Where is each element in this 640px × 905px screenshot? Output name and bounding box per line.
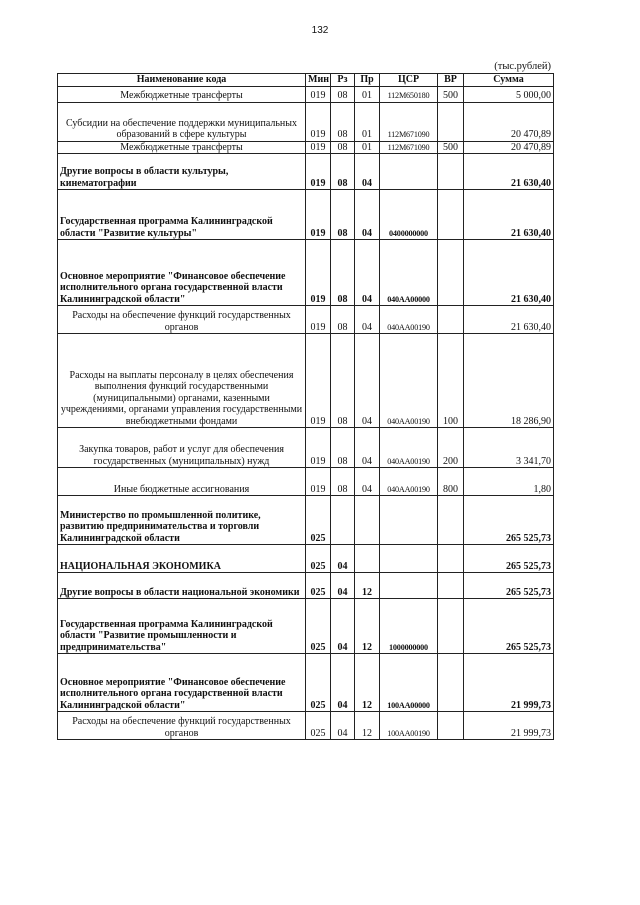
cell-csr: 112M671090 bbox=[380, 102, 438, 141]
header-sum: Сумма bbox=[464, 74, 554, 87]
cell-pr bbox=[355, 496, 380, 545]
table-row bbox=[58, 496, 554, 545]
cell-sum: 21 999,73 bbox=[464, 712, 554, 740]
cell-rz: 08 bbox=[331, 141, 355, 154]
cell-pr: 01 bbox=[355, 141, 380, 154]
cell-pr: 04 bbox=[355, 334, 380, 428]
cell-min: 019 bbox=[306, 306, 331, 334]
cell-vr bbox=[438, 240, 464, 306]
cell-vr: 500 bbox=[438, 86, 464, 102]
cell-sum: 265 525,73 bbox=[464, 599, 554, 654]
cell-csr bbox=[380, 545, 438, 573]
cell-sum: 21 630,40 bbox=[464, 240, 554, 306]
cell-pr: 04 bbox=[355, 154, 380, 190]
cell-name: Расходы на выплаты персоналу в целях обеспечения выполнения функций государственными (муниципальными) органами, казенными учреждениями, органами управления государственными внебюджетными фондами bbox=[58, 334, 306, 428]
cell-rz: 08 bbox=[331, 102, 355, 141]
header-min: Мин bbox=[306, 74, 331, 87]
cell-vr: 800 bbox=[438, 468, 464, 496]
cell-rz: 08 bbox=[331, 468, 355, 496]
cell-pr: 04 bbox=[355, 306, 380, 334]
units-note: (тыс.рублей) bbox=[494, 61, 551, 72]
cell-sum: 18 286,90 bbox=[464, 334, 554, 428]
table-header bbox=[58, 74, 554, 87]
cell-vr bbox=[438, 190, 464, 240]
cell-min: 019 bbox=[306, 240, 331, 306]
cell-csr bbox=[380, 154, 438, 190]
header-vr: ВР bbox=[438, 74, 464, 87]
cell-vr bbox=[438, 545, 464, 573]
cell-sum: 5 000,00 bbox=[464, 86, 554, 102]
cell-min: 019 bbox=[306, 428, 331, 468]
cell-sum: 3 341,70 bbox=[464, 428, 554, 468]
cell-vr: 100 bbox=[438, 334, 464, 428]
cell-csr: 040AA00190 bbox=[380, 468, 438, 496]
table-row bbox=[58, 306, 554, 334]
cell-name: НАЦИОНАЛЬНАЯ ЭКОНОМИКА bbox=[58, 545, 306, 573]
cell-name: Расходы на обеспечение функций государственных органов bbox=[58, 712, 306, 740]
cell-rz: 08 bbox=[331, 190, 355, 240]
cell-rz: 08 bbox=[331, 334, 355, 428]
cell-sum: 21 630,40 bbox=[464, 154, 554, 190]
cell-min: 025 bbox=[306, 712, 331, 740]
cell-pr: 12 bbox=[355, 599, 380, 654]
table-body bbox=[58, 86, 554, 740]
cell-sum: 21 999,73 bbox=[464, 654, 554, 712]
cell-csr: 1000000000 bbox=[380, 599, 438, 654]
cell-pr: 04 bbox=[355, 468, 380, 496]
cell-rz: 08 bbox=[331, 154, 355, 190]
table-row bbox=[58, 102, 554, 141]
cell-vr bbox=[438, 599, 464, 654]
page-number: 132 bbox=[311, 25, 329, 36]
cell-csr: 100AA00190 bbox=[380, 712, 438, 740]
cell-name: Субсидии на обеспечение поддержки муниципальных образований в сфере культуры bbox=[58, 102, 306, 141]
cell-sum: 265 525,73 bbox=[464, 545, 554, 573]
table-row bbox=[58, 654, 554, 712]
cell-vr bbox=[438, 496, 464, 545]
cell-sum: 1,80 bbox=[464, 468, 554, 496]
cell-rz: 08 bbox=[331, 86, 355, 102]
cell-rz bbox=[331, 496, 355, 545]
table-row bbox=[58, 545, 554, 573]
cell-min: 019 bbox=[306, 154, 331, 190]
cell-vr: 500 bbox=[438, 141, 464, 154]
cell-name: Основное мероприятие "Финансовое обеспечение исполнительного органа государственной власти Калининградской области" bbox=[58, 654, 306, 712]
cell-pr bbox=[355, 545, 380, 573]
cell-pr: 04 bbox=[355, 190, 380, 240]
cell-csr: 100AA00000 bbox=[380, 654, 438, 712]
header-csr: ЦСР bbox=[380, 74, 438, 87]
cell-min: 025 bbox=[306, 545, 331, 573]
cell-vr bbox=[438, 712, 464, 740]
cell-pr: 01 bbox=[355, 86, 380, 102]
budget-table bbox=[57, 73, 554, 740]
cell-rz: 08 bbox=[331, 240, 355, 306]
cell-rz: 04 bbox=[331, 545, 355, 573]
table-row bbox=[58, 141, 554, 154]
cell-pr: 12 bbox=[355, 712, 380, 740]
table-row bbox=[58, 712, 554, 740]
cell-name: Расходы на обеспечение функций государственных органов bbox=[58, 306, 306, 334]
header-rz: Рз bbox=[331, 74, 355, 87]
cell-name: Государственная программа Калининградской области "Развитие промышленности и предпринимательства" bbox=[58, 599, 306, 654]
cell-rz: 08 bbox=[331, 428, 355, 468]
cell-rz: 04 bbox=[331, 599, 355, 654]
table-row bbox=[58, 190, 554, 240]
cell-sum: 265 525,73 bbox=[464, 496, 554, 545]
cell-min: 025 bbox=[306, 654, 331, 712]
header-name: Наименование кода bbox=[58, 74, 306, 87]
cell-pr: 01 bbox=[355, 102, 380, 141]
table-row bbox=[58, 428, 554, 468]
table-row bbox=[58, 154, 554, 190]
table-row bbox=[58, 240, 554, 306]
cell-min: 025 bbox=[306, 496, 331, 545]
cell-vr bbox=[438, 573, 464, 599]
cell-csr bbox=[380, 573, 438, 599]
cell-name: Межбюджетные трансферты bbox=[58, 86, 306, 102]
cell-vr bbox=[438, 154, 464, 190]
table-row bbox=[58, 86, 554, 102]
cell-min: 019 bbox=[306, 334, 331, 428]
cell-min: 019 bbox=[306, 86, 331, 102]
cell-pr: 12 bbox=[355, 654, 380, 712]
cell-rz: 04 bbox=[331, 573, 355, 599]
cell-rz: 04 bbox=[331, 654, 355, 712]
cell-pr: 04 bbox=[355, 240, 380, 306]
cell-csr: 040AA00190 bbox=[380, 428, 438, 468]
cell-vr bbox=[438, 306, 464, 334]
cell-min: 019 bbox=[306, 102, 331, 141]
cell-pr: 12 bbox=[355, 573, 380, 599]
table-row bbox=[58, 599, 554, 654]
cell-name: Государственная программа Калининградской области "Развитие культуры" bbox=[58, 190, 306, 240]
cell-min: 019 bbox=[306, 190, 331, 240]
cell-csr: 040AA00190 bbox=[380, 306, 438, 334]
cell-pr: 04 bbox=[355, 428, 380, 468]
cell-csr: 040AA00190 bbox=[380, 334, 438, 428]
cell-rz: 04 bbox=[331, 712, 355, 740]
cell-name: Иные бюджетные ассигнования bbox=[58, 468, 306, 496]
cell-vr bbox=[438, 654, 464, 712]
cell-name: Закупка товаров, работ и услуг для обеспечения государственных (муниципальных) нужд bbox=[58, 428, 306, 468]
cell-csr: 0400000000 bbox=[380, 190, 438, 240]
cell-rz: 08 bbox=[331, 306, 355, 334]
cell-vr bbox=[438, 102, 464, 141]
cell-csr: 112M671090 bbox=[380, 141, 438, 154]
cell-name: Межбюджетные трансферты bbox=[58, 141, 306, 154]
cell-csr: 040AA00000 bbox=[380, 240, 438, 306]
cell-name: Основное мероприятие "Финансовое обеспечение исполнительного органа государственной власти Калининградской области" bbox=[58, 240, 306, 306]
cell-min: 019 bbox=[306, 141, 331, 154]
cell-name: Другие вопросы в области национальной экономики bbox=[58, 573, 306, 599]
cell-sum: 21 630,40 bbox=[464, 306, 554, 334]
cell-csr: 112M650180 bbox=[380, 86, 438, 102]
cell-sum: 21 630,40 bbox=[464, 190, 554, 240]
table-row bbox=[58, 334, 554, 428]
table-row bbox=[58, 468, 554, 496]
cell-name: Министерство по промышленной политике, развитию предпринимательства и торговли Калининградской области bbox=[58, 496, 306, 545]
cell-vr: 200 bbox=[438, 428, 464, 468]
cell-sum: 20 470,89 bbox=[464, 102, 554, 141]
cell-csr bbox=[380, 496, 438, 545]
header-pr: Пр bbox=[355, 74, 380, 87]
cell-min: 025 bbox=[306, 599, 331, 654]
cell-min: 025 bbox=[306, 573, 331, 599]
cell-sum: 20 470,89 bbox=[464, 141, 554, 154]
cell-sum: 265 525,73 bbox=[464, 573, 554, 599]
table-row bbox=[58, 573, 554, 599]
cell-min: 019 bbox=[306, 468, 331, 496]
cell-name: Другие вопросы в области культуры, кинематографии bbox=[58, 154, 306, 190]
